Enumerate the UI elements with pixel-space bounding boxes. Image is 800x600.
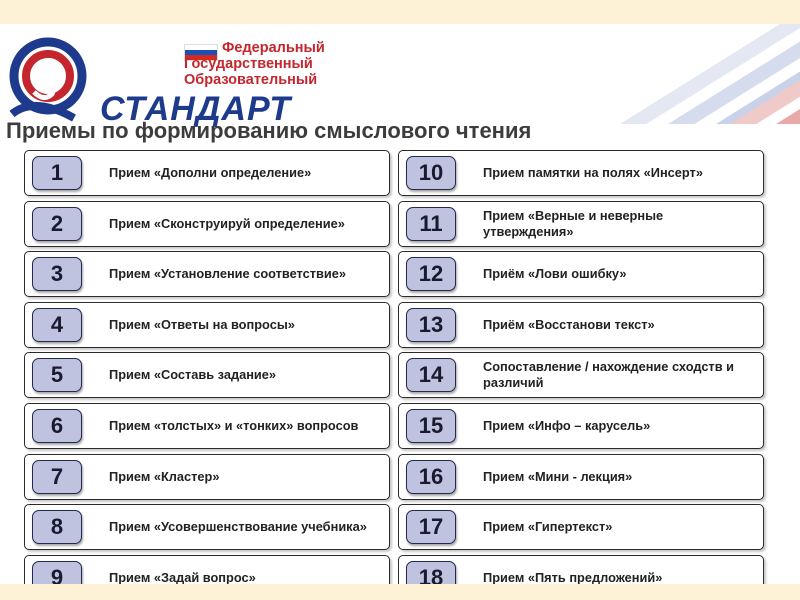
item-label: Прием «Составь задание» bbox=[109, 367, 277, 383]
item-label: Прием «Мини - лекция» bbox=[483, 468, 633, 484]
item-number-badge: 3 bbox=[32, 257, 82, 291]
item-label: Прием «толстых» и «тонких» вопросов bbox=[109, 417, 359, 433]
item-label: Прием «Гипертекст» bbox=[483, 519, 613, 535]
org-line-3: Образовательный bbox=[184, 72, 318, 88]
item-label: Прием памятки на полях «Инсерт» bbox=[483, 165, 703, 180]
org-line-1: Федеральный bbox=[222, 40, 325, 56]
item-number-badge: 15 bbox=[406, 409, 456, 443]
technique-item-4 bbox=[24, 302, 390, 348]
right-column bbox=[398, 150, 764, 584]
technique-item-11 bbox=[398, 201, 764, 247]
left-column bbox=[24, 150, 390, 584]
technique-item-2 bbox=[24, 201, 390, 247]
page-title: Приемы по формированию смыслового чтения bbox=[6, 118, 532, 143]
standart-wordmark: СТАНДАРТ bbox=[100, 90, 292, 128]
technique-item-9 bbox=[24, 555, 390, 584]
technique-item-5 bbox=[24, 352, 390, 398]
item-number-badge: 10 bbox=[406, 156, 456, 190]
item-label: Прием «Дополни определение» bbox=[109, 165, 312, 180]
item-number-badge: 13 bbox=[406, 308, 456, 342]
technique-item-6 bbox=[24, 403, 390, 449]
logo bbox=[4, 32, 374, 132]
fgos-emblem-icon bbox=[4, 36, 92, 122]
item-number-badge: 9 bbox=[32, 561, 82, 584]
org-name bbox=[184, 40, 374, 88]
technique-item-10 bbox=[398, 150, 764, 196]
item-number-badge: 12 bbox=[406, 257, 456, 291]
technique-item-3 bbox=[24, 251, 390, 297]
item-number-badge: 1 bbox=[32, 156, 82, 190]
technique-item-17 bbox=[398, 504, 764, 550]
item-label: Прием «Ответы на вопросы» bbox=[109, 316, 295, 332]
item-label: Прием «Задай вопрос» bbox=[109, 569, 256, 584]
item-label: Приём «Лови ошибку» bbox=[483, 266, 627, 282]
item-number-badge: 4 bbox=[32, 308, 82, 342]
item-label: Прием «Усовершенствование учебника» bbox=[109, 519, 367, 535]
item-number-badge: 17 bbox=[406, 510, 456, 544]
item-label: Прием «Установление соответствие» bbox=[109, 266, 347, 282]
technique-item-16 bbox=[398, 454, 764, 500]
item-label: Прием «Пять предложений» bbox=[483, 569, 663, 584]
item-number-badge: 5 bbox=[32, 358, 82, 392]
org-line-2: Государственный bbox=[184, 56, 313, 72]
technique-item-12 bbox=[398, 251, 764, 297]
technique-item-1 bbox=[24, 150, 390, 196]
item-number-badge: 8 bbox=[32, 510, 82, 544]
item-number-badge: 7 bbox=[32, 460, 82, 494]
item-number-badge: 2 bbox=[32, 207, 82, 241]
item-label: Приём «Восстанови текст» bbox=[483, 316, 655, 332]
technique-item-18 bbox=[398, 555, 764, 584]
technique-item-14 bbox=[398, 352, 764, 398]
item-label: Прием «Сконструируй определение» bbox=[109, 215, 345, 231]
item-label: Прием «Кластер» bbox=[109, 468, 220, 484]
item-label: Прием «Инфо – карусель» bbox=[483, 417, 651, 433]
item-label: Сопоставление / нахождение сходств и различий bbox=[483, 359, 734, 391]
item-number-badge: 14 bbox=[406, 358, 456, 392]
item-label: Прием «Верные и неверные утверждения» bbox=[483, 207, 664, 239]
item-number-badge: 18 bbox=[406, 561, 456, 584]
technique-item-13 bbox=[398, 302, 764, 348]
technique-item-8 bbox=[24, 504, 390, 550]
decorative-stripes bbox=[500, 24, 800, 124]
item-number-badge: 16 bbox=[406, 460, 456, 494]
technique-item-7 bbox=[24, 454, 390, 500]
technique-item-15 bbox=[398, 403, 764, 449]
slide bbox=[0, 24, 800, 584]
item-number-badge: 11 bbox=[406, 207, 456, 241]
item-number-badge: 6 bbox=[32, 409, 82, 443]
